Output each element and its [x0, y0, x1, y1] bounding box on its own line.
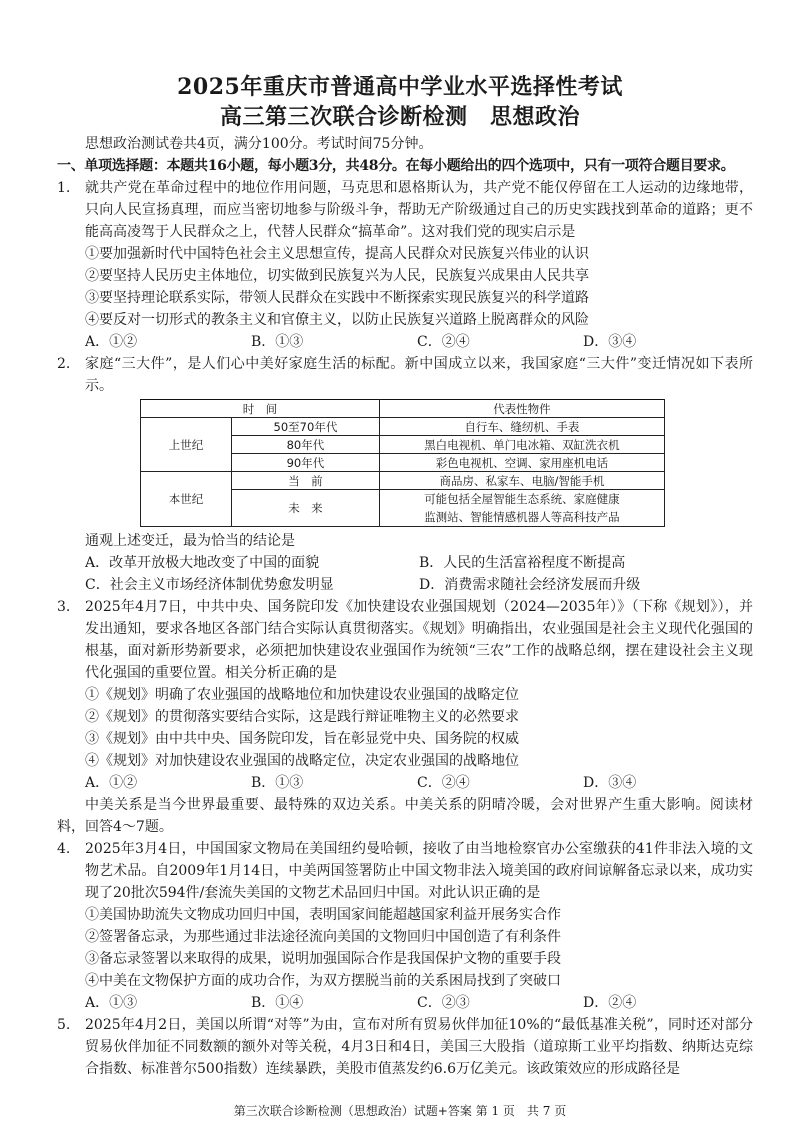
reading-passage: 中美关系是当今世界最重要、最特殊的双边关系。中美关系的阴晴冷暖，会对世界产生重大影响。阅读材料，回答4～7题。 — [57, 797, 753, 835]
option-b: B．①③ — [251, 775, 304, 791]
title-line-1: 2025年重庆市普通高中学业水平选择性考试 — [177, 74, 623, 100]
option-a: A．改革开放极大地改变了中国的面貌 — [85, 555, 320, 571]
option-b: B．①③ — [251, 334, 304, 350]
items: 可能包括全屋智能生态系统、家庭健康 — [424, 492, 620, 506]
question-stem: 就共产党在革命过程中的地位作用问题，马克思和恩格斯认为，共产党不能仅停留在工人运动的边缘地带，只向人民宣扬真理，而应当密切地参与阶级斗争，帮助无产阶级通过自己的历史实践找到革命的道路；更不能高高凌驾于人民群众之上，代替人民群众“搞革命”。这对我们党的现实启示是 — [85, 180, 753, 240]
statement: ②签署备忘录，为那些通过非法途径流向美国的文物回归中国创造了有利条件 — [85, 929, 561, 945]
statement: ①《规划》明确了农业强国的战略地位和加快建设农业强国的战略定位 — [85, 687, 519, 703]
question-number: 4. — [57, 841, 71, 857]
option-b: B．①④ — [251, 995, 304, 1011]
exam-page — [57, 0, 753, 1080]
table-header-time: 时 间 — [141, 400, 380, 418]
group-last-century: 上世纪 — [141, 418, 232, 472]
option-b: B．人民的生活富裕程度不断提高 — [419, 555, 626, 571]
question-2 — [57, 353, 753, 596]
question-number: 2. — [57, 356, 71, 372]
section-heading: 一、单项选择题：本题共16小题，每小题3分，共48分。在每小题给出的四个选项中，只有一项符合题目要求。 — [57, 158, 735, 174]
option-d: D．消费需求随社会经济发展而升级 — [419, 577, 641, 593]
option-c: C．②③ — [417, 995, 470, 1011]
option-c: C．②④ — [417, 334, 470, 350]
option-c: C．社会主义市场经济体制优势愈发明显 — [85, 577, 334, 593]
items: 自行车、缝纫机、手表 — [379, 418, 664, 436]
statement: ④要反对一切形式的教条主义和官僚主义，以防止民族复兴道路上脱离群众的风险 — [85, 312, 589, 328]
question-4 — [57, 838, 753, 1014]
period: 未 来 — [232, 490, 380, 527]
statement: ②《规划》的贯彻落实要结合实际，这是践行辩证唯物主义的必然要求 — [85, 709, 519, 725]
question-number: 3. — [57, 599, 71, 615]
items: 彩色电视机、空调、家用座机电话 — [379, 454, 664, 472]
question-stem: 家庭“三大件”，是人们心中美好家庭生活的标配。新中国成立以来，我国家庭“三大件”变迁情况如下表所示。 — [85, 356, 753, 394]
statement: ①美国协助流失文物成功回归中国，表明国家间能超越国家利益开展务实合作 — [85, 907, 561, 923]
statement: ①要加强新时代中国特色社会主义思想宣传，提高人民群众对民族复兴伟业的认识 — [85, 246, 589, 262]
statement: ④中美在文物保护方面的成功合作，为双方摆脱当前的关系困局找到了突破口 — [85, 973, 561, 989]
title-line-2: 高三第三次联合诊断检测 思想政治 — [219, 104, 580, 130]
option-d: D．③④ — [583, 775, 637, 791]
question-stem: 2025年4月2日，美国以所谓“对等”为由，宣布对所有贸易伙伴加征10%的“最低基准关税”，同时还对部分贸易伙伴加征不同数额的额外对等关税，4月3日和4日，美国三大股指（道琼斯工业平均指数、纳斯达克综合指数、标准普尔500指数）连续暴跌，美股市值蒸发约6.6万亿美元。该政策效应的形成路径是 — [85, 1017, 753, 1077]
question-1 — [57, 177, 753, 353]
option-d: D．③④ — [583, 334, 637, 350]
question-stem: 2025年4月7日，中共中央、国务院印发《加快建设农业强国规划（2024—2035年）》（下称《规划》），并发出通知，要求各地区各部门结合实际认真贯彻落实。《规划》明确指出，农业强国是社会主义现代化强国的根基，面对新形势新要求，必须把加快建设农业强国作为统领“三农”工作的战略总纲，摆在建设社会主义现代化强国的重要位置。相关分析正确的是 — [85, 599, 753, 681]
statement: ②要坚持人民历史主体地位，切实做到民族复兴为人民，民族复兴成果由人民共享 — [85, 268, 589, 284]
option-a: A．①③ — [85, 995, 138, 1011]
period: 90年代 — [232, 454, 380, 472]
period: 50至70年代 — [232, 418, 380, 436]
group-this-century: 本世纪 — [141, 472, 232, 527]
option-a: A．①② — [85, 334, 138, 350]
option-d: D．②④ — [583, 995, 637, 1011]
question-prompt: 通观上述变迁，最为恰当的结论是 — [85, 533, 295, 549]
question-number: 5. — [57, 1017, 71, 1033]
statement: ④《规划》对加快建设农业强国的战略定位，决定农业强国的战略地位 — [85, 753, 519, 769]
option-a: A．①② — [85, 775, 138, 791]
three-big-items-table — [140, 399, 665, 527]
items: 监测站、智能情感机器人等高科技产品 — [424, 510, 620, 524]
question-5 — [57, 1014, 753, 1080]
question-3 — [57, 596, 753, 794]
statement: ③备忘录签署以来取得的成果，说明加强国际合作是我国保护文物的重要手段 — [85, 951, 561, 967]
items: 黑白电视机、单门电冰箱、双缸洗衣机 — [379, 436, 664, 454]
period: 80年代 — [232, 436, 380, 454]
option-c: C．②④ — [417, 775, 470, 791]
question-number: 1. — [57, 180, 71, 196]
statement: ③要坚持理论联系实际，带领人民群众在实践中不断探索实现民族复兴的科学道路 — [85, 290, 589, 306]
question-stem: 2025年3月4日，中国国家文物局在美国纽约曼哈顿，接收了由当地检察官办公室缴获的41件非法入境的文物艺术品。自2009年1月14日，中美两国签署防止中国文物非法入境美国的政府间谅解备忘录以来，成功实现了20批次594件/套流失美国的文物艺术品回归中国。对此认识正确的是 — [85, 841, 753, 901]
statement: ③《规划》由中共中央、国务院印发，旨在彰显党中央、国务院的权威 — [85, 731, 519, 747]
table-header-items: 代表性物件 — [379, 400, 664, 418]
page-footer: 第三次联合诊断检测（思想政治）试题+答案 第 1 页 共 7 页 — [233, 1104, 567, 1118]
intro: 思想政治测试卷共4页，满分100分。考试时间75分钟。 — [85, 136, 433, 152]
period: 当 前 — [232, 472, 380, 490]
items: 商品房、私家车、电脑/智能手机 — [379, 472, 664, 490]
